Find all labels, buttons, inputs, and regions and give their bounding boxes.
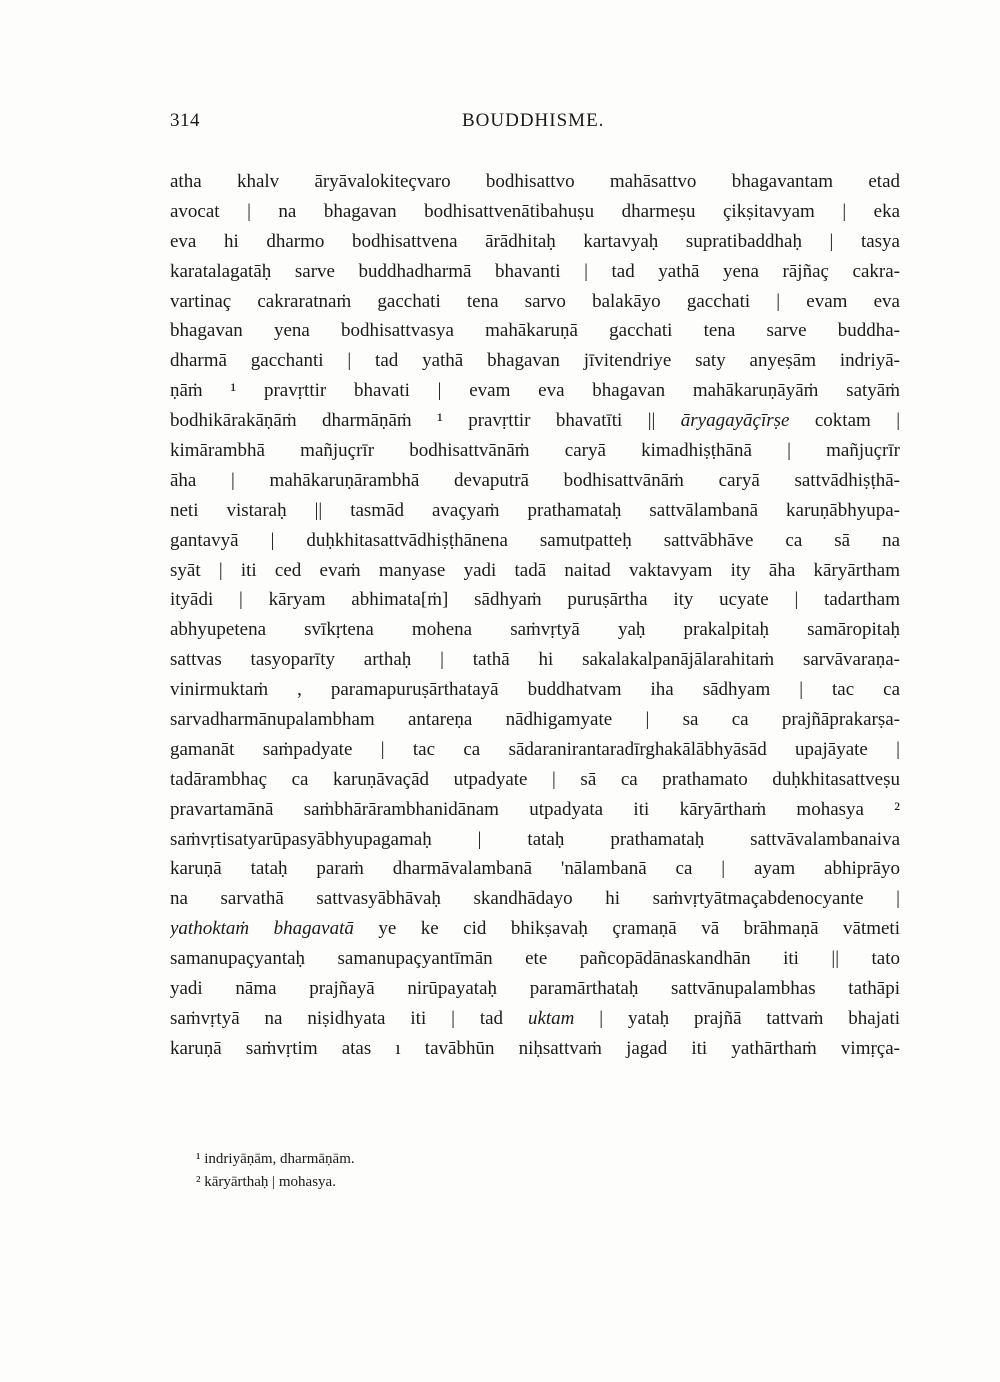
italic-phrase: yathoktaṁ bhagavatā: [170, 918, 354, 940]
text-line: vartinaç cakraratnaṁ gacchati tena sarvo balakāyo gacchati | evam eva: [170, 290, 900, 312]
footnote-1: ¹ indriyāṇām, dharmāṇām.: [196, 1151, 355, 1167]
text-line: ṇāṁ ¹ pravṛttir bhavati | evam eva bhagavan mahākaruṇāyāṁ satyāṁ: [170, 380, 900, 402]
text-line: pravartamānā saṁbhārārambhanidānam utpadyata iti kāryārthaṁ mohasya ²: [170, 798, 900, 820]
text-line: samanupaçyantaḥ samanupaçyantīmān ete pañcopādānaskandhān iti || tato: [170, 948, 900, 970]
text-line: yadi nāma prajñayā nirūpayataḥ paramārthataḥ sattvānupalambhas tathāpi: [170, 978, 900, 1000]
text-line: vinirmuktaṁ , paramapuruṣārthatayā buddhatvam iha sādhyam | tac ca: [170, 679, 900, 701]
text-line: karatalagatāḥ sarve buddhadharmā bhavanti | tad yathā yena rājñaç cakra-: [170, 260, 900, 282]
text-line: karuṇā saṁvṛtim atas ı tavābhūn niḥsattvaṁ jagad iti yathārthaṁ vimṛça-: [170, 1037, 900, 1059]
text-line: syāt | iti ced evaṁ manyase yadi tadā naitad vaktavyam ity āha kāryārtham: [170, 559, 900, 581]
running-title: BOUDDHISME.: [462, 110, 605, 131]
text-line: gamanāt saṁpadyate | tac ca sādaranirantaradīrghakālābhyāsād upajāyate |: [170, 738, 900, 760]
running-head: [170, 110, 900, 140]
text-line: atha khalv āryāvalokiteçvaro bodhisattvo mahāsattvo bhagavantam etad: [170, 171, 900, 192]
text-line: sarvadharmānupalambham antareṇa nādhigamyate | sa ca prajñāprakarṣa-: [170, 709, 900, 731]
text-line: tadārambhaç ca karuṇāvaçād utpadyate | sā ca prathamato duḥkhitasattveṣu: [170, 768, 900, 790]
text-line: āha | mahākaruṇārambhā devaputrā bodhisattvānāṁ caryā sattvādhiṣṭhā-: [170, 469, 900, 491]
text-line: yathoktaṁ bhagavatā ye ke cid bhikṣavaḥ çramaṇā vā brāhmaṇā vātmeti: [170, 918, 900, 940]
footnote-2: ² kāryārthaḥ | mohasya.: [196, 1174, 336, 1190]
text-line: abhyupetena svīkṛtena mohena saṁvṛtyā yaḥ prakalpitaḥ samāropitaḥ: [170, 619, 900, 641]
text-line: bhagavan yena bodhisattvasya mahākaruṇā gacchati tena sarve buddha-: [170, 320, 900, 342]
text-line: avocat | na bhagavan bodhisattvenātibahuṣu dharmeṣu çikṣitavyam | eka: [170, 200, 900, 222]
text-line: karuṇā tataḥ paraṁ dharmāvalambanā 'nālambanā ca | ayam abhiprāyo: [170, 858, 900, 880]
text-line: sattvas tasyoparīty arthaḥ | tathā hi sakalakalpanājālarahitaṁ sarvāvaraṇa-: [170, 649, 900, 671]
italic-phrase: āryagayāçīrṣe: [680, 410, 790, 432]
footnotes: [196, 1148, 696, 1194]
text-line: saṁvṛtisatyarūpasyābhyupagamaḥ | tataḥ prathamataḥ sattvāvalambanaiva: [170, 828, 900, 850]
text-line: kimārambhā mañjuçrīr bodhisattvānāṁ caryā kimadhiṣṭhānā | mañjuçrīr: [170, 440, 900, 462]
main-text: [170, 167, 900, 1064]
text-line: na sarvathā sattvasyābhāvaḥ skandhādayo hi saṁvṛtyātmaçabdenocyante |: [170, 888, 900, 910]
text-line: bodhikārakāṇāṁ dharmāṇāṁ ¹ pravṛttir bhavatīti || āryagayāçīrṣe coktam |: [170, 410, 900, 432]
text-line: eva hi dharmo bodhisattvena ārādhitaḥ kartavyaḥ supratibaddhaḥ | tasya: [170, 230, 900, 252]
text-line: neti vistaraḥ || tasmād avaçyaṁ prathamataḥ sattvālambanā karuṇābhyupa-: [170, 499, 900, 521]
text-line: saṁvṛtyā na niṣidhyata iti | tad uktam | yataḥ prajñā tattvaṁ bhajati: [170, 1007, 900, 1029]
text-line: gantavyā | duḥkhitasattvādhiṣṭhānena samutpatteḥ sattvābhāve ca sā na: [170, 529, 900, 551]
text-line: dharmā gacchanti | tad yathā bhagavan jīvitendriye saty anyeṣām indriyā-: [170, 350, 900, 372]
italic-phrase: uktam: [527, 1007, 575, 1029]
text-line: ityādi | kāryam abhimata[ṁ] sādhyaṁ puruṣārtha ity ucyate | tadartham: [170, 589, 900, 611]
page-number: 314: [170, 110, 200, 131]
